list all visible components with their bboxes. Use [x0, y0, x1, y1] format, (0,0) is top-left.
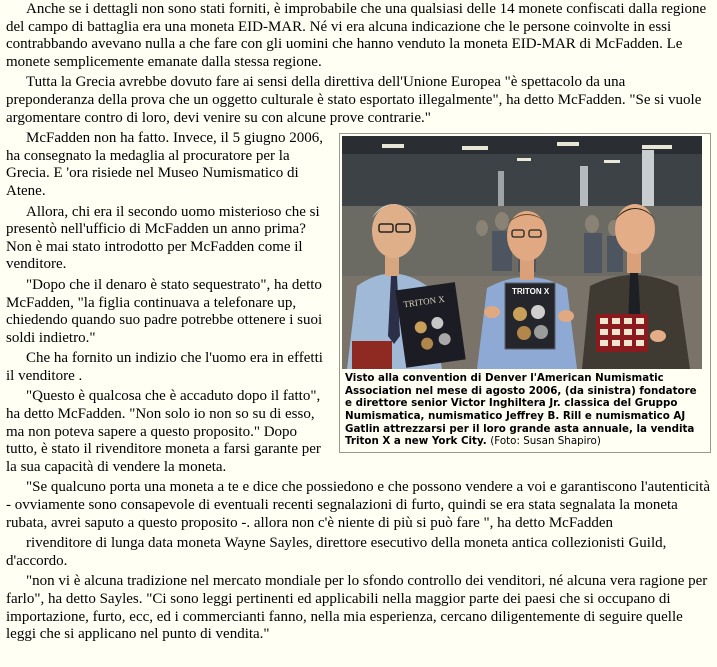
paragraph: rivenditore di lunga data moneta Wayne Sayles, direttore esecutivo della moneta antica collezionisti Guild, d'accordo.: [6, 535, 667, 569]
convention-photo: [342, 136, 702, 369]
paragraph: Tutta la Grecia avrebbe dovuto fare ai sensi della direttiva dell'Unione Europea "è spettacolo da una preponderanza della prova che un oggetto culturale è stato esportato illegalmente", ha detto McFadden. "Se si vuole argomentare contro di loro, devi venire su con alcune prove contrarie.": [6, 74, 702, 126]
photo-illustration: [342, 136, 702, 369]
paragraph: "Questo è qualcosa che è accaduto dopo il fatto", ha detto McFadden. "Non solo io non so su di esso, ma non poteva sapere a questo proposito." Dopo tutto, è stato il rivenditore moneta a farsi garante per la sua capacità di vendere la moneta.: [6, 388, 321, 475]
paragraph: "non vi è alcuna tradizione nel mercato mondiale per lo sfondo controllo dei venditori, né alcuna vera ragione per farlo", ha detto Sayles. "Ci sono leggi pertinenti ed applicabili nella maggior parte dei paesi che si occupano di importazione, furto, ecc, ed i commercianti fanno, nella mia esperienza, cercano diligentemente di seguire quelle leggi che si applicano nel punto di vendita.": [6, 573, 708, 643]
paragraph: Allora, chi era il secondo uomo misterioso che si presentò nell'ufficio di McFadden un anno prima? Non è mai stato introdotto per McFadden come il venditore.: [6, 203, 320, 273]
paragraph: "Se qualcuno porta una moneta a te e dice che possiedono e che possono vendere a voi e garantiscono l'autenticità - ovviamente sono consapevole di eventuali recenti segnalazioni di furto, quindi se era stata segnalata la moneta rubata, avrei saputo a questo proposito -. allora non c'è niente di più si può fare ", ha detto McFadden: [6, 479, 711, 531]
book-label-left: TRITON X: [402, 293, 446, 310]
paragraph: Anche se i dettagli non sono stati forniti, è improbabile che una qualsiasi delle 14 monete confiscati dalla regione del campo di battaglia era una moneta EID-MAR. Né vi era alcuna indicazione che le persone coinvolte in essi contrabbando avevano nulla a che fare con gli uomini che hanno venduto la moneta EID-MAR di McFadden. Le monete semplicemente emanate dalla stessa regione.: [6, 1, 707, 70]
photo-figure: [339, 133, 711, 453]
photo-credit: (Foto: Susan Shapiro): [490, 435, 601, 448]
paragraph: Che ha fornito un indizio che l'uomo era in effetti il venditore .: [6, 350, 323, 384]
paragraph: "Dopo che il denaro è stato sequestrato", ha detto McFadden, "la figlia continuava a telefonare up, chiedendo quando suo padre potrebbe ottenere i suoi soldi indietro.": [6, 276, 323, 346]
book-label-center: TRITON X: [512, 287, 550, 297]
photo-caption: [342, 369, 708, 450]
paragraph: McFadden non ha fatto. Invece, il 5 giugno 2006, ha consegnato la medaglia al procuratore per la Grecia. E 'ora risiede nel Museo Numismatico di Atene.: [6, 130, 324, 199]
caption-text: Visto alla convention di Denver l'American Numismatic Association nel mese di agosto 2006, (da sinistra) fondatore e direttore senior Victor Inghiltera Jr. classica del Gruppo Numismatica, numismatico Jeffrey B. Rill e numismatico AJ Gatlin attrezzarsi per il loro grande asta annuale, la vendita Triton X a new York City.: [345, 372, 697, 448]
